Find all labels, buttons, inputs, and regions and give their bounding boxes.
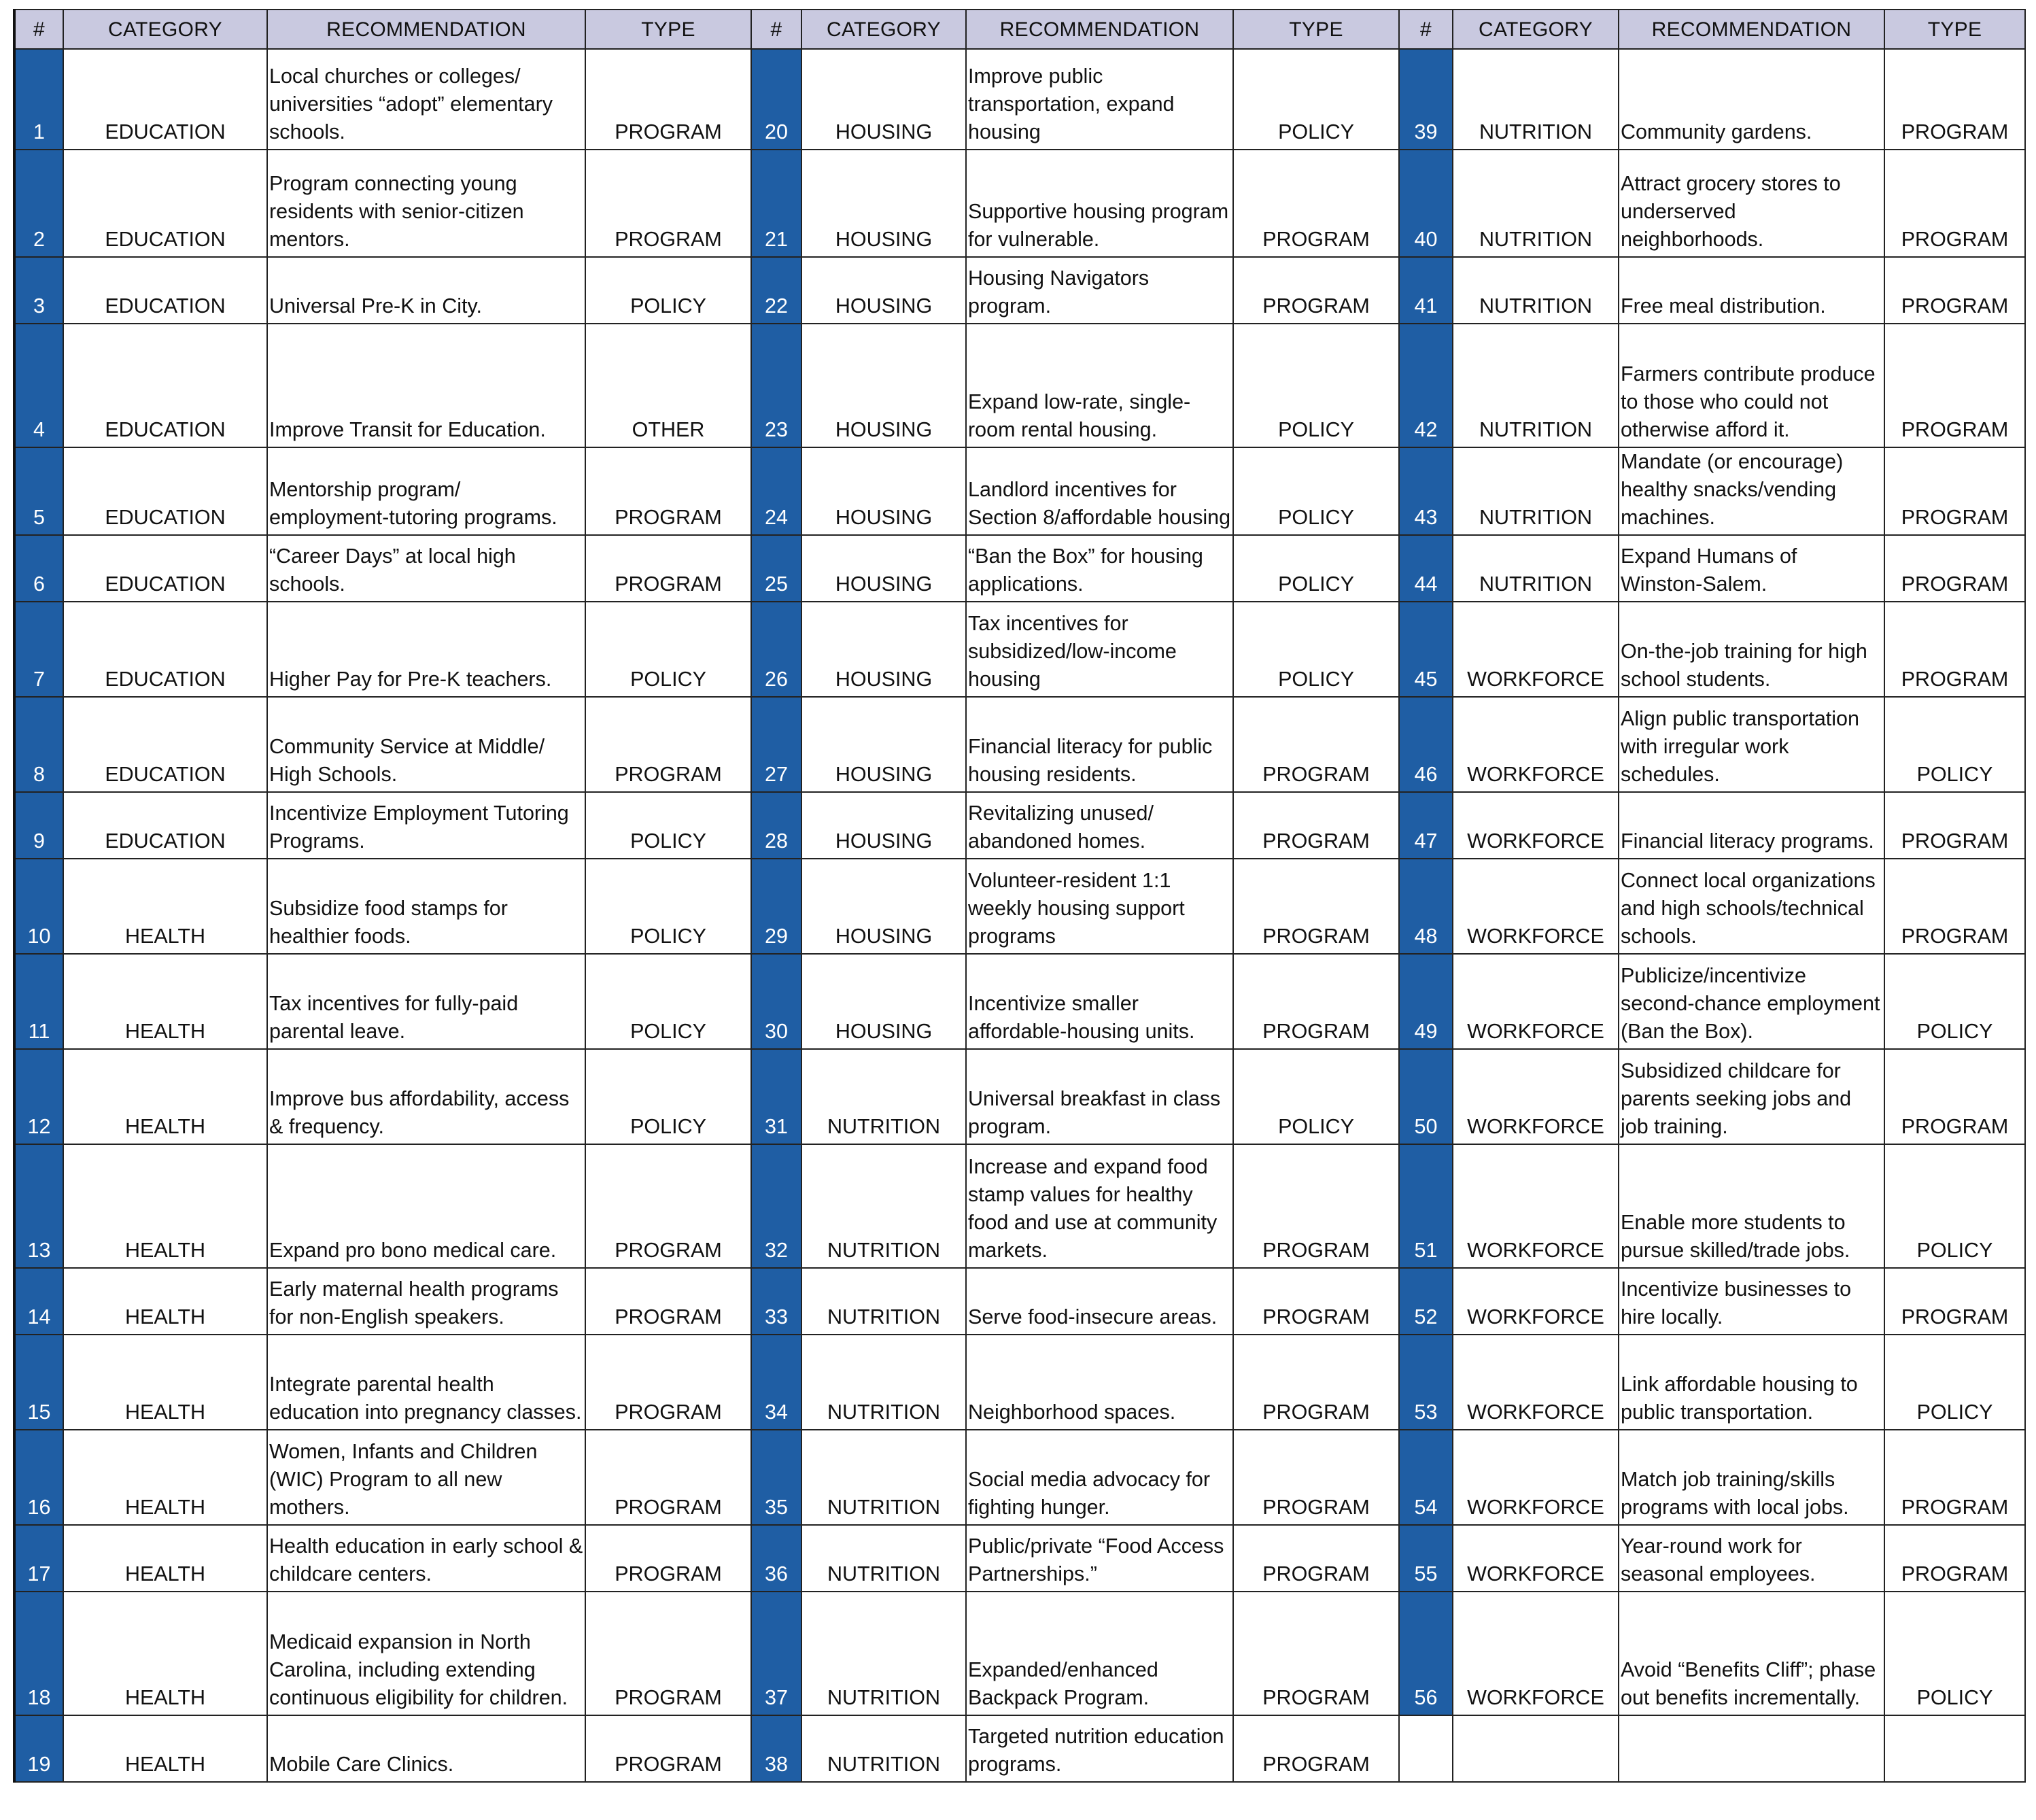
category-cell: WORKFORCE xyxy=(1453,1335,1619,1430)
table-row xyxy=(14,954,2025,1049)
row-number: 47 xyxy=(1399,792,1453,859)
type-cell: PROGRAM xyxy=(585,1525,751,1592)
recommendation-cell: Expanded/enhanced Backpack Program. xyxy=(966,1592,1233,1715)
recommendation-cell: Universal Pre-K in City. xyxy=(267,257,585,324)
category-cell: HOUSING xyxy=(801,535,966,602)
type-cell: PROGRAM xyxy=(585,150,751,257)
row-number: 51 xyxy=(1399,1144,1453,1268)
recommendation-cell: Early maternal health programs for non-English speakers. xyxy=(267,1268,585,1335)
table-row xyxy=(14,859,2025,954)
type-cell: POLICY xyxy=(1884,1335,2025,1430)
category-cell: WORKFORCE xyxy=(1453,1592,1619,1715)
category-cell: NUTRITION xyxy=(801,1430,966,1525)
recommendation-cell: Mentorship program/ employment-tutoring programs. xyxy=(267,447,585,535)
category-cell: EDUCATION xyxy=(63,602,267,697)
row-number: 26 xyxy=(751,602,801,697)
category-cell: NUTRITION xyxy=(801,1715,966,1782)
category-cell: HEALTH xyxy=(63,1049,267,1144)
category-cell: HEALTH xyxy=(63,1525,267,1592)
row-number: 41 xyxy=(1399,257,1453,324)
type-cell: POLICY xyxy=(585,859,751,954)
row-number: 42 xyxy=(1399,324,1453,447)
recommendation-cell: Subsidized childcare for parents seeking jobs and job training. xyxy=(1619,1049,1884,1144)
category-cell: EDUCATION xyxy=(63,150,267,257)
type-cell: PROGRAM xyxy=(1233,697,1399,792)
recommendation-cell: Expand Humans of Winston-Salem. xyxy=(1619,535,1884,602)
type-cell: PROGRAM xyxy=(585,535,751,602)
type-cell: PROGRAM xyxy=(1884,49,2025,150)
recommendation-cell: Serve food-insecure areas. xyxy=(966,1268,1233,1335)
recommendation-cell: Mandate (or encourage) healthy snacks/vending machines. xyxy=(1619,447,1884,535)
type-cell xyxy=(1884,1715,2025,1782)
recommendation-cell: “Ban the Box” for housing applications. xyxy=(966,535,1233,602)
row-number: 13 xyxy=(14,1144,63,1268)
category-cell: HEALTH xyxy=(63,1715,267,1782)
row-number: 6 xyxy=(14,535,63,602)
type-cell: PROGRAM xyxy=(1233,792,1399,859)
header-number: # xyxy=(14,10,63,49)
type-cell: PROGRAM xyxy=(585,1592,751,1715)
category-cell: HEALTH xyxy=(63,1144,267,1268)
category-cell: HOUSING xyxy=(801,324,966,447)
recommendation-cell: Integrate parental health education into pregnancy classes. xyxy=(267,1335,585,1430)
row-number: 15 xyxy=(14,1335,63,1430)
type-cell: PROGRAM xyxy=(1233,1268,1399,1335)
recommendation-cell: Neighborhood spaces. xyxy=(966,1335,1233,1430)
table-row xyxy=(14,257,2025,324)
category-cell: HEALTH xyxy=(63,1268,267,1335)
recommendation-cell: Program connecting young residents with senior-citizen mentors. xyxy=(267,150,585,257)
row-number: 21 xyxy=(751,150,801,257)
category-cell: NUTRITION xyxy=(1453,535,1619,602)
type-cell: PROGRAM xyxy=(1884,535,2025,602)
header-row xyxy=(14,10,2025,49)
recommendation-cell: Local churches or colleges/ universities “adopt” elementary schools. xyxy=(267,49,585,150)
row-number: 5 xyxy=(14,447,63,535)
category-cell: WORKFORCE xyxy=(1453,1049,1619,1144)
recommendation-cell: Community Service at Middle/ High Schools. xyxy=(267,697,585,792)
category-cell: EDUCATION xyxy=(63,447,267,535)
table-row xyxy=(14,1144,2025,1268)
row-number: 43 xyxy=(1399,447,1453,535)
table-row xyxy=(14,1715,2025,1782)
row-number: 38 xyxy=(751,1715,801,1782)
recommendation-cell: On-the-job training for high school students. xyxy=(1619,602,1884,697)
row-number: 20 xyxy=(751,49,801,150)
type-cell: PROGRAM xyxy=(1884,447,2025,535)
table-row xyxy=(14,1049,2025,1144)
type-cell: PROGRAM xyxy=(1233,257,1399,324)
header-type: TYPE xyxy=(1233,10,1399,49)
row-number: 2 xyxy=(14,150,63,257)
recommendation-cell: Health education in early school & childcare centers. xyxy=(267,1525,585,1592)
row-number: 28 xyxy=(751,792,801,859)
category-cell: WORKFORCE xyxy=(1453,1525,1619,1592)
table-row xyxy=(14,49,2025,150)
type-cell: PROGRAM xyxy=(1884,257,2025,324)
type-cell: POLICY xyxy=(1884,697,2025,792)
row-number: 24 xyxy=(751,447,801,535)
category-cell: WORKFORCE xyxy=(1453,697,1619,792)
category-cell: HOUSING xyxy=(801,257,966,324)
type-cell: PROGRAM xyxy=(1233,1525,1399,1592)
row-number: 52 xyxy=(1399,1268,1453,1335)
type-cell: PROGRAM xyxy=(1884,1430,2025,1525)
recommendation-cell: Expand pro bono medical care. xyxy=(267,1144,585,1268)
type-cell: PROGRAM xyxy=(1233,1715,1399,1782)
type-cell: PROGRAM xyxy=(585,1144,751,1268)
row-number: 40 xyxy=(1399,150,1453,257)
row-number: 19 xyxy=(14,1715,63,1782)
category-cell: HOUSING xyxy=(801,954,966,1049)
recommendation-cell: Farmers contribute produce to those who could not otherwise afford it. xyxy=(1619,324,1884,447)
type-cell: PROGRAM xyxy=(1233,859,1399,954)
recommendation-cell: Landlord incentives for Section 8/affordable housing xyxy=(966,447,1233,535)
type-cell: POLICY xyxy=(1233,535,1399,602)
row-number: 27 xyxy=(751,697,801,792)
type-cell: PROGRAM xyxy=(585,697,751,792)
type-cell: POLICY xyxy=(1884,1592,2025,1715)
header-number: # xyxy=(1399,10,1453,49)
type-cell: PROGRAM xyxy=(585,1335,751,1430)
recommendation-cell: Avoid “Benefits Cliff”; phase out benefits incrementally. xyxy=(1619,1592,1884,1715)
row-number: 44 xyxy=(1399,535,1453,602)
type-cell: POLICY xyxy=(585,792,751,859)
recommendation-cell: Women, Infants and Children (WIC) Program to all new mothers. xyxy=(267,1430,585,1525)
row-number: 1 xyxy=(14,49,63,150)
row-number: 46 xyxy=(1399,697,1453,792)
recommendation-cell: Improve bus affordability, access & frequency. xyxy=(267,1049,585,1144)
type-cell: PROGRAM xyxy=(1884,1049,2025,1144)
recommendation-cell: Financial literacy for public housing residents. xyxy=(966,697,1233,792)
category-cell: NUTRITION xyxy=(801,1144,966,1268)
type-cell: PROGRAM xyxy=(1884,150,2025,257)
recommendation-cell: Incentivize smaller affordable-housing units. xyxy=(966,954,1233,1049)
category-cell: NUTRITION xyxy=(801,1592,966,1715)
header-type: TYPE xyxy=(1884,10,2025,49)
recommendation-cell: Improve Transit for Education. xyxy=(267,324,585,447)
recommendation-cell: “Career Days” at local high schools. xyxy=(267,535,585,602)
row-number: 29 xyxy=(751,859,801,954)
category-cell: WORKFORCE xyxy=(1453,792,1619,859)
category-cell: NUTRITION xyxy=(801,1525,966,1592)
row-number: 17 xyxy=(14,1525,63,1592)
category-cell: HOUSING xyxy=(801,447,966,535)
recommendation-cell: Medicaid expansion in North Carolina, including extending continuous eligibility for children. xyxy=(267,1592,585,1715)
category-cell: EDUCATION xyxy=(63,49,267,150)
row-number: 4 xyxy=(14,324,63,447)
type-cell: PROGRAM xyxy=(1233,1335,1399,1430)
type-cell: PROGRAM xyxy=(1233,1592,1399,1715)
category-cell: HOUSING xyxy=(801,859,966,954)
row-number: 7 xyxy=(14,602,63,697)
recommendation-cell: Tax incentives for fully-paid parental leave. xyxy=(267,954,585,1049)
header-category: CATEGORY xyxy=(1453,10,1619,49)
category-cell: WORKFORCE xyxy=(1453,1144,1619,1268)
type-cell: POLICY xyxy=(585,257,751,324)
row-number: 56 xyxy=(1399,1592,1453,1715)
row-number: 30 xyxy=(751,954,801,1049)
category-cell: NUTRITION xyxy=(801,1049,966,1144)
type-cell: POLICY xyxy=(585,954,751,1049)
row-number: 18 xyxy=(14,1592,63,1715)
row-number: 3 xyxy=(14,257,63,324)
recommendation-cell xyxy=(1619,1715,1884,1782)
category-cell: EDUCATION xyxy=(63,792,267,859)
category-cell: NUTRITION xyxy=(1453,150,1619,257)
recommendation-cell: Incentivize businesses to hire locally. xyxy=(1619,1268,1884,1335)
row-number: 11 xyxy=(14,954,63,1049)
row-number: 37 xyxy=(751,1592,801,1715)
type-cell: PROGRAM xyxy=(585,1430,751,1525)
table-row xyxy=(14,150,2025,257)
recommendation-cell: Attract grocery stores to underserved neighborhoods. xyxy=(1619,150,1884,257)
type-cell: PROGRAM xyxy=(1884,324,2025,447)
category-cell: NUTRITION xyxy=(1453,324,1619,447)
table-row xyxy=(14,792,2025,859)
table-row xyxy=(14,602,2025,697)
category-cell: HEALTH xyxy=(63,1592,267,1715)
row-number: 49 xyxy=(1399,954,1453,1049)
category-cell: NUTRITION xyxy=(801,1268,966,1335)
type-cell: PROGRAM xyxy=(1233,1144,1399,1268)
row-number: 45 xyxy=(1399,602,1453,697)
category-cell: NUTRITION xyxy=(1453,49,1619,150)
category-cell: HEALTH xyxy=(63,859,267,954)
row-number: 50 xyxy=(1399,1049,1453,1144)
table-row xyxy=(14,1430,2025,1525)
recommendation-cell: Financial literacy programs. xyxy=(1619,792,1884,859)
category-cell: WORKFORCE xyxy=(1453,1430,1619,1525)
row-number: 33 xyxy=(751,1268,801,1335)
row-number: 48 xyxy=(1399,859,1453,954)
category-cell: HOUSING xyxy=(801,150,966,257)
table-row xyxy=(14,1592,2025,1715)
recommendation-cell: Higher Pay for Pre-K teachers. xyxy=(267,602,585,697)
category-cell: EDUCATION xyxy=(63,535,267,602)
type-cell: OTHER xyxy=(585,324,751,447)
recommendation-cell: Housing Navigators program. xyxy=(966,257,1233,324)
recommendation-cell: Link affordable housing to public transportation. xyxy=(1619,1335,1884,1430)
recommendation-cell: Align public transportation with irregular work schedules. xyxy=(1619,697,1884,792)
category-cell: HOUSING xyxy=(801,49,966,150)
type-cell: PROGRAM xyxy=(1884,1268,2025,1335)
row-number: 16 xyxy=(14,1430,63,1525)
type-cell: PROGRAM xyxy=(1233,150,1399,257)
table-row xyxy=(14,1525,2025,1592)
row-number: 25 xyxy=(751,535,801,602)
table-row xyxy=(14,697,2025,792)
header-category: CATEGORY xyxy=(801,10,966,49)
type-cell: PROGRAM xyxy=(1233,1430,1399,1525)
type-cell: POLICY xyxy=(1884,954,2025,1049)
type-cell: POLICY xyxy=(1233,602,1399,697)
row-number: 34 xyxy=(751,1335,801,1430)
type-cell: PROGRAM xyxy=(1884,792,2025,859)
category-cell: WORKFORCE xyxy=(1453,602,1619,697)
category-cell: HOUSING xyxy=(801,602,966,697)
header-type: TYPE xyxy=(585,10,751,49)
recommendation-cell: Match job training/skills programs with local jobs. xyxy=(1619,1430,1884,1525)
type-cell: PROGRAM xyxy=(585,1715,751,1782)
row-number: 9 xyxy=(14,792,63,859)
recommendations-table-container xyxy=(13,9,2024,1783)
header-recommendation: RECOMMENDATION xyxy=(966,10,1233,49)
recommendation-cell: Community gardens. xyxy=(1619,49,1884,150)
table-body xyxy=(14,49,2025,1782)
recommendation-cell: Expand low-rate, single-room rental housing. xyxy=(966,324,1233,447)
row-number xyxy=(1399,1715,1453,1782)
type-cell: PROGRAM xyxy=(585,1268,751,1335)
type-cell: POLICY xyxy=(585,602,751,697)
type-cell: POLICY xyxy=(585,1049,751,1144)
type-cell: PROGRAM xyxy=(1233,954,1399,1049)
recommendation-cell: Year-round work for seasonal employees. xyxy=(1619,1525,1884,1592)
row-number: 22 xyxy=(751,257,801,324)
row-number: 36 xyxy=(751,1525,801,1592)
table-row xyxy=(14,324,2025,447)
type-cell: POLICY xyxy=(1233,49,1399,150)
row-number: 55 xyxy=(1399,1525,1453,1592)
header-category: CATEGORY xyxy=(63,10,267,49)
type-cell: POLICY xyxy=(1233,447,1399,535)
category-cell: EDUCATION xyxy=(63,324,267,447)
category-cell: NUTRITION xyxy=(1453,447,1619,535)
recommendation-cell: Incentivize Employment Tutoring Programs. xyxy=(267,792,585,859)
category-cell: HEALTH xyxy=(63,954,267,1049)
table-row xyxy=(14,535,2025,602)
type-cell: POLICY xyxy=(1233,324,1399,447)
recommendation-cell: Revitalizing unused/ abandoned homes. xyxy=(966,792,1233,859)
category-cell: HEALTH xyxy=(63,1430,267,1525)
type-cell: PROGRAM xyxy=(1884,859,2025,954)
row-number: 53 xyxy=(1399,1335,1453,1430)
row-number: 39 xyxy=(1399,49,1453,150)
row-number: 54 xyxy=(1399,1430,1453,1525)
category-cell: EDUCATION xyxy=(63,257,267,324)
row-number: 35 xyxy=(751,1430,801,1525)
row-number: 10 xyxy=(14,859,63,954)
category-cell: HEALTH xyxy=(63,1335,267,1430)
recommendation-cell: Targeted nutrition education programs. xyxy=(966,1715,1233,1782)
row-number: 12 xyxy=(14,1049,63,1144)
row-number: 31 xyxy=(751,1049,801,1144)
type-cell: PROGRAM xyxy=(1884,1525,2025,1592)
category-cell: WORKFORCE xyxy=(1453,954,1619,1049)
recommendation-cell: Free meal distribution. xyxy=(1619,257,1884,324)
type-cell: POLICY xyxy=(1233,1049,1399,1144)
recommendation-cell: Enable more students to pursue skilled/trade jobs. xyxy=(1619,1144,1884,1268)
recommendation-cell: Public/private “Food Access Partnerships.” xyxy=(966,1525,1233,1592)
row-number: 8 xyxy=(14,697,63,792)
row-number: 14 xyxy=(14,1268,63,1335)
category-cell: EDUCATION xyxy=(63,697,267,792)
category-cell: HOUSING xyxy=(801,792,966,859)
header-recommendation: RECOMMENDATION xyxy=(1619,10,1884,49)
recommendations-table xyxy=(13,9,2026,1783)
row-number: 32 xyxy=(751,1144,801,1268)
type-cell: POLICY xyxy=(1884,1144,2025,1268)
recommendation-cell: Social media advocacy for fighting hunger. xyxy=(966,1430,1233,1525)
row-number: 23 xyxy=(751,324,801,447)
header-number: # xyxy=(751,10,801,49)
header-recommendation: RECOMMENDATION xyxy=(267,10,585,49)
type-cell: PROGRAM xyxy=(1884,602,2025,697)
recommendation-cell: Universal breakfast in class program. xyxy=(966,1049,1233,1144)
category-cell: WORKFORCE xyxy=(1453,1268,1619,1335)
type-cell: PROGRAM xyxy=(585,49,751,150)
recommendation-cell: Mobile Care Clinics. xyxy=(267,1715,585,1782)
recommendation-cell: Volunteer-resident 1:1 weekly housing support programs xyxy=(966,859,1233,954)
recommendation-cell: Publicize/incentivize second-chance employment (Ban the Box). xyxy=(1619,954,1884,1049)
recommendation-cell: Connect local organizations and high schools/technical schools. xyxy=(1619,859,1884,954)
recommendation-cell: Tax incentives for subsidized/low-income housing xyxy=(966,602,1233,697)
recommendation-cell: Increase and expand food stamp values for healthy food and use at community markets. xyxy=(966,1144,1233,1268)
category-cell: NUTRITION xyxy=(801,1335,966,1430)
category-cell: WORKFORCE xyxy=(1453,859,1619,954)
recommendation-cell: Improve public transportation, expand housing xyxy=(966,49,1233,150)
table-row xyxy=(14,1268,2025,1335)
table-row xyxy=(14,1335,2025,1430)
table-row xyxy=(14,447,2025,535)
type-cell: PROGRAM xyxy=(585,447,751,535)
recommendation-cell: Supportive housing program for vulnerable. xyxy=(966,150,1233,257)
category-cell: NUTRITION xyxy=(1453,257,1619,324)
category-cell xyxy=(1453,1715,1619,1782)
category-cell: HOUSING xyxy=(801,697,966,792)
recommendation-cell: Subsidize food stamps for healthier foods. xyxy=(267,859,585,954)
